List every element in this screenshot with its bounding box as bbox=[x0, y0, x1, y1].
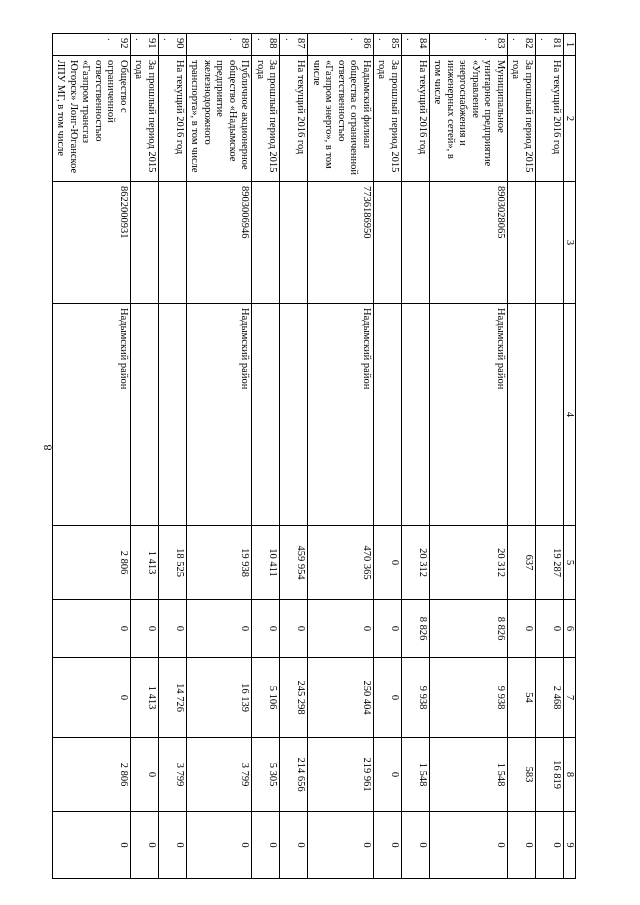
value-cell: 54 bbox=[508, 658, 536, 738]
header-cell: 7 bbox=[564, 658, 576, 738]
table-row bbox=[536, 34, 564, 879]
value-cell: 0 bbox=[131, 812, 159, 879]
value-cell: 470 365 bbox=[308, 526, 374, 600]
row-name-cell: На текущий 2016 год bbox=[402, 56, 430, 182]
district-cell bbox=[536, 304, 564, 526]
value-cell: 0 bbox=[252, 812, 280, 879]
value-cell: 0 bbox=[402, 812, 430, 879]
inn-cell bbox=[508, 182, 536, 304]
row-name-cell: За прошлый период 2015 года bbox=[374, 56, 402, 182]
row-name-cell: На текущий 2016 год bbox=[280, 56, 308, 182]
value-cell: 3 799 bbox=[187, 738, 253, 812]
row-name-cell: Общество с ограниченной ответственностью «Газпром трансгаз Югорск» Лонг-Юганское ЛПУ МГ, в том числе bbox=[53, 56, 131, 182]
row-name-cell: На текущий 2016 год bbox=[159, 56, 187, 182]
value-cell: 14 726 bbox=[159, 658, 187, 738]
value-cell: 0 bbox=[187, 812, 253, 879]
value-cell: 20 312 bbox=[402, 526, 430, 600]
inn-cell bbox=[402, 182, 430, 304]
inn-cell bbox=[131, 182, 159, 304]
row-number-cell: 84. bbox=[402, 34, 430, 56]
value-cell: 19 287 bbox=[536, 526, 564, 600]
table-row bbox=[280, 34, 308, 879]
table-row bbox=[308, 34, 374, 879]
table-row bbox=[508, 34, 536, 879]
district-cell bbox=[402, 304, 430, 526]
header-cell: 3 bbox=[564, 182, 576, 304]
district-cell bbox=[280, 304, 308, 526]
row-number-cell: 86. bbox=[308, 34, 374, 56]
value-cell: 0 bbox=[308, 600, 374, 658]
header-cell: 9 bbox=[564, 812, 576, 879]
value-cell: 16 819 bbox=[536, 738, 564, 812]
value-cell: 0 bbox=[536, 600, 564, 658]
table-row bbox=[53, 34, 131, 879]
district-cell: Надымский район bbox=[430, 304, 508, 526]
page-number: 8 bbox=[40, 444, 55, 451]
data-table bbox=[52, 33, 576, 879]
value-cell: 0 bbox=[536, 812, 564, 879]
value-cell: 0 bbox=[53, 812, 131, 879]
row-number-cell: 88. bbox=[252, 34, 280, 56]
row-name-cell: На текущий 2016 год bbox=[536, 56, 564, 182]
header-cell: 1 bbox=[564, 34, 576, 56]
header-cell: 4 bbox=[564, 304, 576, 526]
table-row bbox=[159, 34, 187, 879]
value-cell: 0 bbox=[374, 526, 402, 600]
value-cell: 250 404 bbox=[308, 658, 374, 738]
value-cell: 1 548 bbox=[430, 738, 508, 812]
inn-cell bbox=[252, 182, 280, 304]
row-number-cell: 92. bbox=[53, 34, 131, 56]
value-cell: 19 938 bbox=[187, 526, 253, 600]
value-cell: 2 468 bbox=[536, 658, 564, 738]
row-name-cell: Муниципальное унитарное предприятие «Управление энергоснабжения и инженерных сетей», в том числе bbox=[430, 56, 508, 182]
value-cell: 214 656 bbox=[280, 738, 308, 812]
value-cell: 1 413 bbox=[131, 658, 159, 738]
value-cell: 459 954 bbox=[280, 526, 308, 600]
row-number-cell: 90. bbox=[159, 34, 187, 56]
row-number-cell: 81. bbox=[536, 34, 564, 56]
value-cell: 0 bbox=[53, 658, 131, 738]
value-cell: 8 826 bbox=[430, 600, 508, 658]
value-cell: 18 525 bbox=[159, 526, 187, 600]
value-cell: 2 806 bbox=[53, 738, 131, 812]
value-cell: 0 bbox=[508, 812, 536, 879]
value-cell: 5 305 bbox=[252, 738, 280, 812]
header-cell: 2 bbox=[564, 56, 576, 182]
value-cell: 245 298 bbox=[280, 658, 308, 738]
value-cell: 0 bbox=[430, 812, 508, 879]
rotated-page bbox=[55, 33, 576, 878]
district-cell bbox=[131, 304, 159, 526]
value-cell: 16 139 bbox=[187, 658, 253, 738]
header-cell: 6 bbox=[564, 600, 576, 658]
value-cell: 3 799 bbox=[159, 738, 187, 812]
value-cell: 219 961 bbox=[308, 738, 374, 812]
header-cell: 5 bbox=[564, 526, 576, 600]
table-row bbox=[402, 34, 430, 879]
inn-cell: 8903006946 bbox=[187, 182, 253, 304]
value-cell: 0 bbox=[252, 600, 280, 658]
value-cell: 0 bbox=[187, 600, 253, 658]
value-cell: 0 bbox=[374, 600, 402, 658]
table-row bbox=[374, 34, 402, 879]
value-cell: 2 806 bbox=[53, 526, 131, 600]
value-cell: 9 938 bbox=[430, 658, 508, 738]
value-cell: 0 bbox=[374, 812, 402, 879]
district-cell bbox=[508, 304, 536, 526]
table-row bbox=[430, 34, 508, 879]
header-cell: 8 bbox=[564, 738, 576, 812]
value-cell: 0 bbox=[53, 600, 131, 658]
value-cell: 20 312 bbox=[430, 526, 508, 600]
row-number-cell: 85. bbox=[374, 34, 402, 56]
table-row bbox=[131, 34, 159, 879]
row-name-cell: За прошлый период 2015 года bbox=[131, 56, 159, 182]
inn-cell bbox=[374, 182, 402, 304]
row-name-cell: Публичное акционерное общество «Надымское предприятие железнодорожного транспорта», в том числе bbox=[187, 56, 253, 182]
district-cell: Надымский район bbox=[308, 304, 374, 526]
value-cell: 0 bbox=[308, 812, 374, 879]
value-cell: 583 bbox=[508, 738, 536, 812]
value-cell: 5 106 bbox=[252, 658, 280, 738]
row-number-cell: 89. bbox=[187, 34, 253, 56]
inn-cell bbox=[536, 182, 564, 304]
row-number-cell: 82. bbox=[508, 34, 536, 56]
value-cell: 0 bbox=[280, 600, 308, 658]
value-cell: 0 bbox=[131, 600, 159, 658]
value-cell: 0 bbox=[374, 738, 402, 812]
value-cell: 9 938 bbox=[402, 658, 430, 738]
value-cell: 0 bbox=[508, 600, 536, 658]
value-cell: 0 bbox=[374, 658, 402, 738]
inn-cell bbox=[280, 182, 308, 304]
value-cell: 0 bbox=[159, 600, 187, 658]
district-cell bbox=[252, 304, 280, 526]
value-cell: 0 bbox=[280, 812, 308, 879]
value-cell: 10 411 bbox=[252, 526, 280, 600]
header-row bbox=[564, 34, 576, 879]
district-cell bbox=[159, 304, 187, 526]
inn-cell bbox=[159, 182, 187, 304]
row-name-cell: Надымский филиал общества с ограниченной ответственностью «Газпром энерго», в том числе bbox=[308, 56, 374, 182]
table-row bbox=[187, 34, 253, 879]
row-number-cell: 83. bbox=[430, 34, 508, 56]
row-number-cell: 87. bbox=[280, 34, 308, 56]
value-cell: 8 826 bbox=[402, 600, 430, 658]
row-name-cell: За прошлый период 2015 года bbox=[252, 56, 280, 182]
row-number-cell: 91. bbox=[131, 34, 159, 56]
row-name-cell: За прошлый период 2015 года bbox=[508, 56, 536, 182]
district-cell bbox=[374, 304, 402, 526]
inn-cell: 8903028065 bbox=[430, 182, 508, 304]
inn-cell: 7736186950 bbox=[308, 182, 374, 304]
value-cell: 0 bbox=[131, 738, 159, 812]
inn-cell: 8622000931 bbox=[53, 182, 131, 304]
value-cell: 0 bbox=[159, 812, 187, 879]
table-row bbox=[252, 34, 280, 879]
district-cell: Надымский район bbox=[53, 304, 131, 526]
value-cell: 1 413 bbox=[131, 526, 159, 600]
district-cell: Надымский район bbox=[187, 304, 253, 526]
value-cell: 1 548 bbox=[402, 738, 430, 812]
value-cell: 637 bbox=[508, 526, 536, 600]
